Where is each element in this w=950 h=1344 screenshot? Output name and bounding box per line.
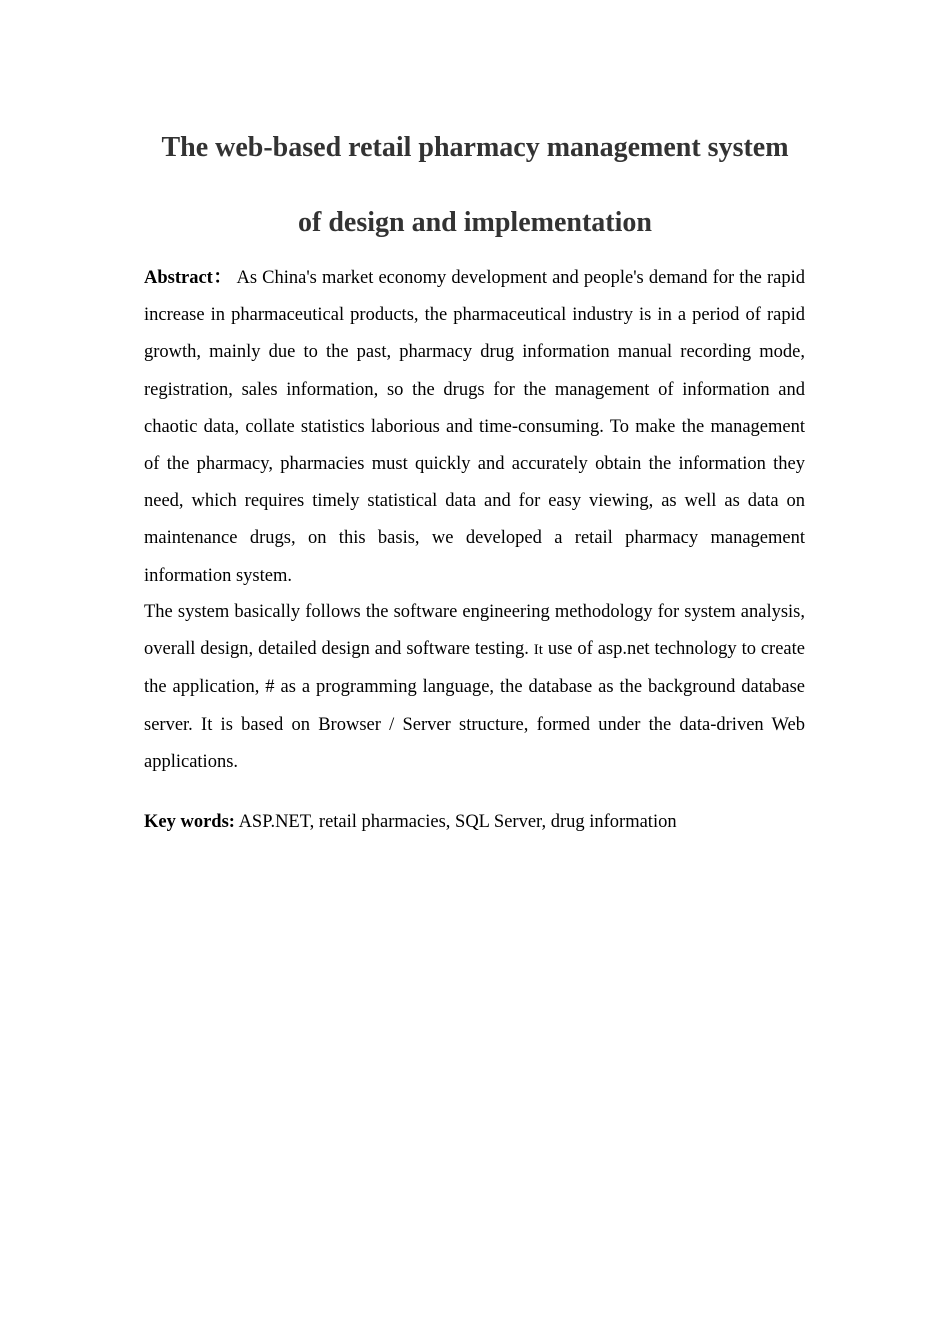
keywords-line	[144, 804, 805, 841]
title-line-2: of design and implementation	[298, 207, 652, 238]
abstract-label: Abstract：	[144, 268, 233, 288]
keywords-label: Key words:	[144, 812, 235, 832]
abstract-text: As China's market economy development and people's demand for the rapid increase in pharmaceutical products, the pharmaceutical industry is in a period of rapid growth, mainly due to the past, pharmacy drug information manual recording mode, registration, sales information, so the drugs for the management of information and chaotic data, collate statistics laborious and time-consuming. To make the management of the pharmacy, pharmacies must quickly and accurately obtain the information they need, which requires timely statistical data and for easy viewing, as well as data on maintenance drugs, on this basis, we developed a retail pharmacy management information system.	[144, 268, 805, 586]
abstract-paragraph	[144, 260, 805, 595]
system-paragraph-part2: use of asp.net technology to create the application, # as a programming language, the database as the background database server. It is based on Browser / Server structure, formed under the data-driven Web applications.	[144, 639, 805, 772]
system-paragraph	[144, 594, 805, 781]
system-paragraph-it: It	[533, 642, 543, 659]
keywords-text: ASP.NET, retail pharmacies, SQL Server, drug information	[238, 812, 677, 832]
title-line-1: The web-based retail pharmacy management system	[161, 132, 789, 163]
system-paragraph-part1: The system basically follows the software engineering methodology for system analysis, overall design, detailed design and software testing.	[144, 602, 805, 660]
